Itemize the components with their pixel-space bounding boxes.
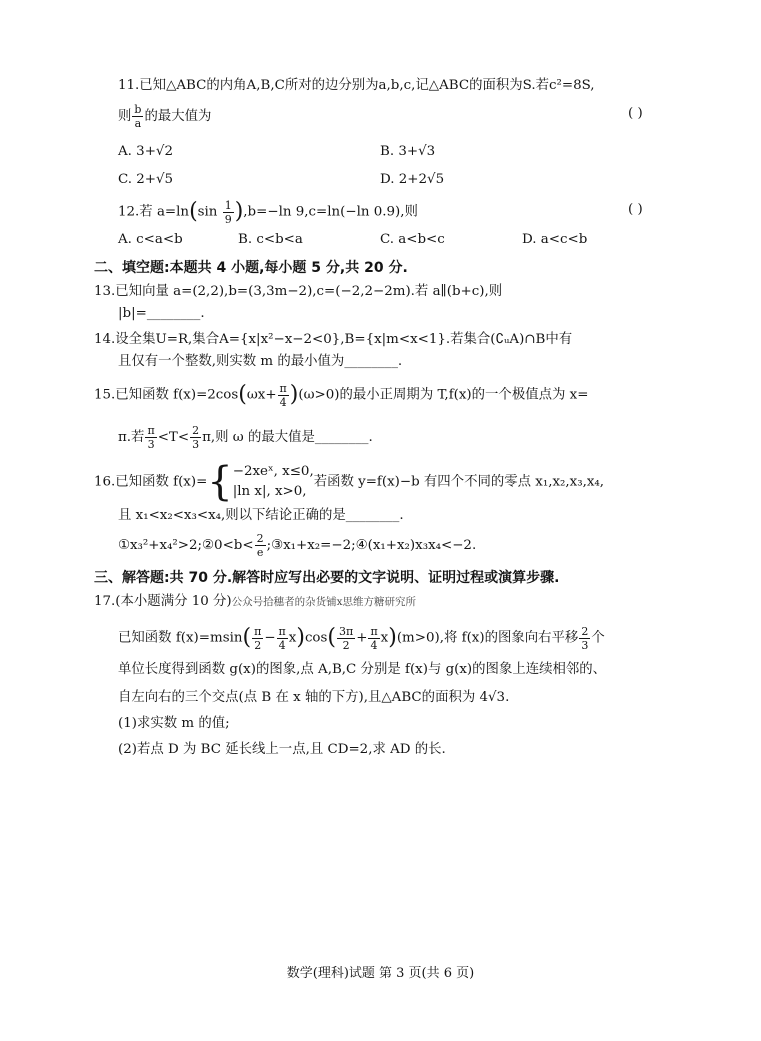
q13-line2: |b|=________. [118,306,205,321]
q17-four-a: 4 [278,638,286,652]
q11-fraction [132,104,143,129]
q17-x-b: x [380,630,389,646]
q15-line1 [94,380,588,411]
section3-heading: 三、解答题:共 70 分.解答时应写出必要的文字说明、证明过程或演算步骤. [94,570,560,586]
q16-items-b: ;③x₁+x₂=−2;④(x₁+x₂)x₃x₄<−2. [266,538,477,553]
q11-answer-paren: ( ) [628,106,643,121]
q15-three: 3 [147,438,155,451]
q16-two: 2 [256,532,264,545]
q16-cases [233,462,314,502]
q17-four-b: 4 [370,638,378,652]
q16-pre: 16.已知函数 f(x)= [94,474,208,490]
q13-line1: 13.已知向量 a=(2,2),b=(3,3m−2),c=(−2,2−2m).若 a∥(b+c),则 [94,284,503,299]
q17-cos: cos [304,630,328,646]
q12-post: ,b=−ln 9,c=ln(−ln 0.9),则 [243,204,418,220]
q15-lt-t-lt: <T< [157,430,190,445]
q12-option-b: B. c<b<a [238,232,303,247]
q16-brace: { [207,459,233,505]
q17-shift-den: 3 [581,638,589,652]
q15-three-b: 3 [192,438,200,451]
q17-lparen2: ( [327,625,336,650]
q15-pi: π [279,381,287,395]
q17-pi-over-4-b [368,626,379,651]
q12-frac-den: 9 [224,212,232,226]
q17-line3: 自左向右的三个交点(点 B 在 x 轴的下方),且△ABC的面积为 4√3. [118,690,510,705]
q11-option-c: C. 2+√5 [118,172,174,187]
q17-two-a: 2 [254,638,262,652]
q17-part2: (2)若点 D 为 BC 延长线上一点,且 CD=2,求 AD 的长. [118,742,446,757]
q17-pi-b: π [278,624,286,638]
q17-3pi: 3π [338,624,354,638]
q15-pi-if: π.若 [118,430,145,445]
q15-pi-b: π [147,424,155,437]
q17-post: (m>0),将 f(x)的图象向右平移 [396,630,579,646]
q15-pre: 15.已知函数 f(x)=2cos [94,387,239,403]
q17-two-b: 2 [342,638,350,652]
q17-lparen1: ( [242,625,252,650]
q17-pi-a: π [254,624,262,638]
q12-option-d: D. a<c<b [522,232,588,247]
q11-ask: 的最大值为 [144,109,212,124]
q12-lparen: ( [189,199,198,224]
q17-pre: 已知函数 f(x)=msin [118,630,243,646]
q15-two-thirds [190,425,201,450]
q11-frac-num: b [134,103,142,116]
q16-line2: 且 x₁<x₂<x₃<x₄,则以下结论正确的是________. [118,508,404,523]
q12-rparen: ) [234,199,244,224]
q11-option-d: D. 2+2√5 [380,172,445,187]
q11-then: 则 [118,109,132,124]
q16-two-over-e [255,533,266,558]
q12-answer-paren: ( ) [628,202,643,217]
page-footer: 数学(理科)试题 第 3 页(共 6 页) [286,966,475,981]
q15-lparen: ( [238,382,247,407]
q17-rparen2: ) [388,625,397,650]
q15-post: (ω>0)的最小正周期为 T,f(x)的一个极值点为 x= [298,387,589,403]
q17-x-a: x [288,630,297,646]
q15-line2 [118,424,373,452]
q15-rparen: ) [289,382,299,407]
q17-pi-over-4-a [277,626,288,651]
q11-line2 [118,104,211,130]
q12-line1 [118,198,418,227]
q16-case2: |ln x|, x>0, [232,484,307,499]
q17-line2: 单位长度得到函数 g(x)的图象,点 A,B,C 分别是 f(x)与 g(x)的图象上连续相邻的、 [118,662,607,677]
q16-items-a: ①x₃²+x₄²>2;②0<b< [118,538,254,553]
q11-line1: 11.已知△ABC的内角A,B,C所对的边分别为a,b,c,记△ABC的面积为S.若c²=8S, [118,78,595,93]
q12-sin: sin [197,204,218,220]
section2-heading: 二、填空题:本题共 4 小题,每小题 5 分,共 20 分. [94,260,408,276]
q11-option-b: B. 3+√3 [380,144,436,159]
q14-line1: 14.设全集U=R,集合A={x|x²−x−2<0},B={x|m<x<1}.若集合(∁ᵤA)∩B中有 [94,332,573,347]
q17-plus: + [356,630,368,646]
q12-frac-num: 1 [224,198,232,212]
q15-ask: π,则 ω 的最大值是________. [202,430,373,445]
q15-pi-over-4 [278,383,289,408]
q11-frac-den: a [134,117,142,130]
q12-fraction [223,200,234,225]
q12-option-a: A. c<a<b [118,232,183,247]
q15-inner: ωx+ [246,387,277,403]
q17-watermark-note: 公众号拾穗者的杂货铺x思维方糖研究所 [231,596,417,608]
q15-pi-over-3 [145,425,156,450]
q17-shift-fraction [579,626,590,651]
q17-head [94,592,416,612]
q15-two: 2 [192,424,200,437]
q11-option-a: A. 3+√2 [118,144,173,159]
q17-minus: − [264,630,276,646]
q16-post: 若函数 y=f(x)−b 有四个不同的零点 x₁,x₂,x₃,x₄, [313,474,605,490]
q16-e: e [256,546,264,559]
q17-shift-num: 2 [581,624,589,638]
q17-heading: 17.(本小题满分 10 分) [94,594,232,609]
q17-pi-c: π [370,624,378,638]
q15-four: 4 [279,395,287,409]
q17-3pi-over-2 [337,626,355,651]
q14-line2: 且仅有一个整数,则实数 m 的最小值为________. [118,354,403,369]
q17-rparen1: ) [296,625,305,650]
q17-line1 [118,622,605,655]
q12-pre: 12.若 a=ln [118,204,190,220]
q17-pi-over-2 [252,626,263,651]
q16-case1: −2xeˣ, x≤0, [232,464,314,479]
q17-unit: 个 [591,630,605,646]
q16-line3 [118,532,476,560]
q16-line1 [94,459,605,505]
q12-option-c: C. a<b<c [380,232,445,247]
q17-part1: (1)求实数 m 的值; [118,716,230,731]
